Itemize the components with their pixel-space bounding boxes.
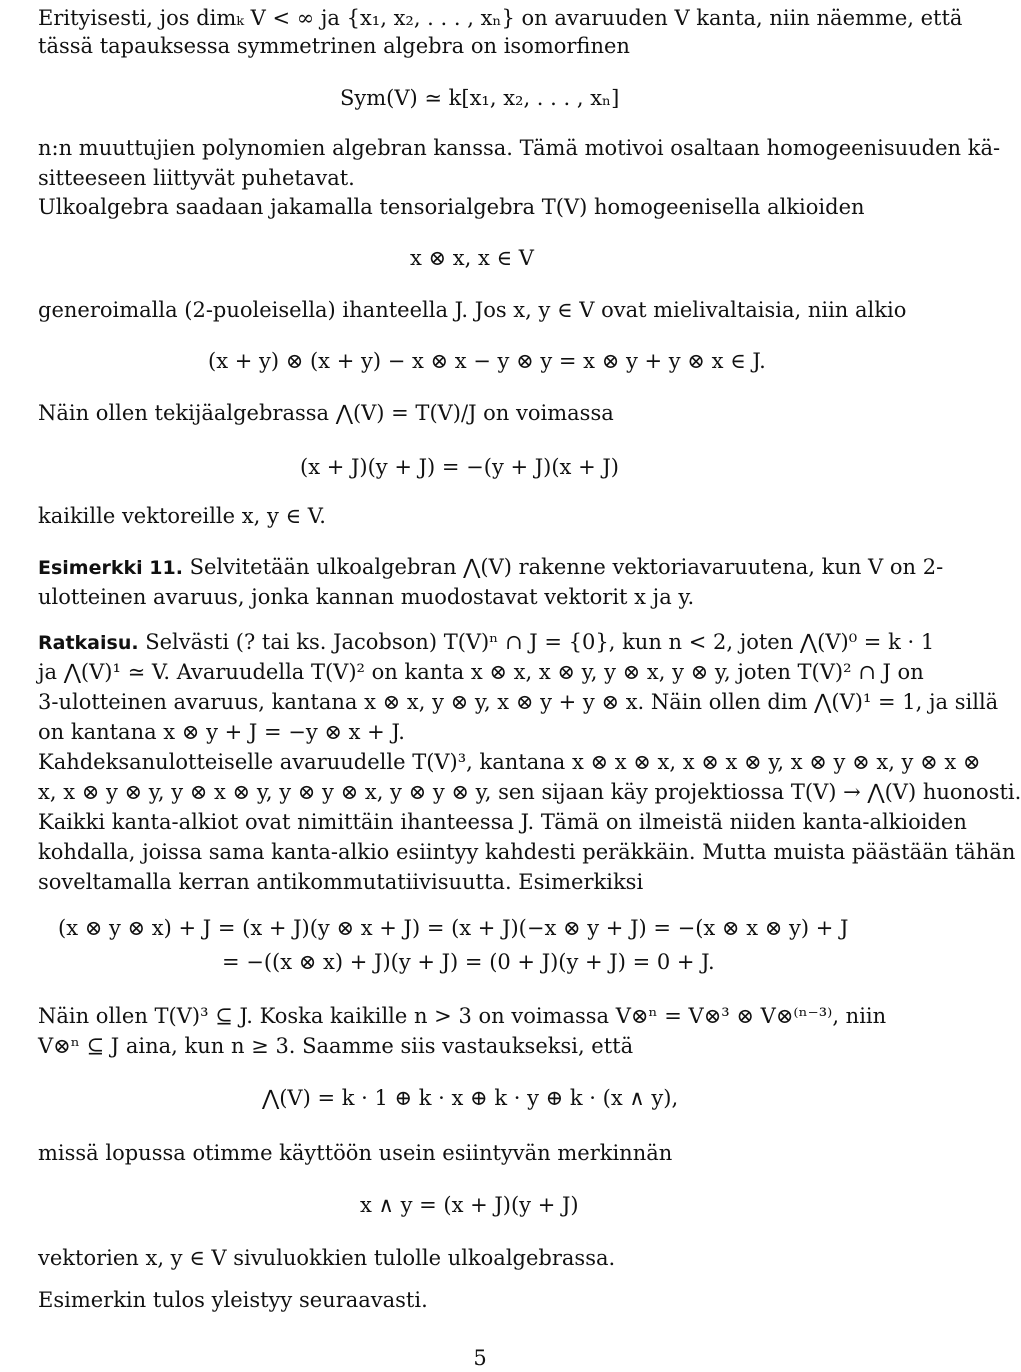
- paragraph-line: Näin ollen T(V)³ ⊆ J. Koska kaikille n > 3 on voimassa V⊗ⁿ = V⊗³ ⊗ V⊗⁽ⁿ⁻³⁾, niin: [38, 1004, 887, 1028]
- page-number: 5: [473, 1346, 487, 1370]
- equation-ideal-element: (x + y) ⊗ (x + y) − x ⊗ x − y ⊗ y = x ⊗ y + y ⊗ x ∈ J.: [208, 349, 766, 373]
- paragraph-line: sitteeseen liittyvät puhetavat.: [38, 166, 355, 190]
- paragraph-line: 3-ulotteinen avaruus, kantana x ⊗ x, y ⊗ y, x ⊗ y + y ⊗ x. Näin ollen dim ⋀(V)¹ = 1, ja sillä: [38, 690, 999, 714]
- equation-generator: x ⊗ x, x ∈ V: [410, 246, 534, 270]
- equation-wedge-definition: x ∧ y = (x + J)(y + J): [360, 1193, 579, 1217]
- paragraph-line: Esimerkin tulos yleistyy seuraavasti.: [38, 1288, 428, 1312]
- equation-example-1: (x ⊗ y ⊗ x) + J = (x + J)(y ⊗ x + J) = (x + J)(−x ⊗ y + J) = −(x ⊗ x ⊗ y) + J: [58, 916, 849, 940]
- example-text: Selvitetään ulkoalgebran ⋀(V) rakenne vektoriavaruutena, kun V on 2-: [182, 555, 944, 579]
- paragraph-line: x, x ⊗ y ⊗ y, y ⊗ x ⊗ y, y ⊗ y ⊗ x, y ⊗ y ⊗ y, sen sijaan käy projektiossa T(V) → ⋀(V) huonosti.: [38, 780, 1021, 804]
- paragraph-line: Näin ollen tekijäalgebrassa ⋀(V) = T(V)/J on voimassa: [38, 401, 614, 425]
- paragraph-line: n:n muuttujien polynomien algebran kanssa. Tämä motivoi osaltaan homogeenisuuden kä-: [38, 136, 1001, 160]
- paragraph-line: generoimalla (2-puoleisella) ihanteella J. Jos x, y ∈ V ovat mielivaltaisia, niin alkio: [38, 298, 907, 322]
- paragraph-line: kaikille vektoreille x, y ∈ V.: [38, 504, 326, 528]
- paragraph-line: Ulkoalgebra saadaan jakamalla tensorialgebra T(V) homogeenisella alkioiden: [38, 195, 865, 219]
- paragraph-line: kohdalla, joissa sama kanta-alkio esiintyy kahdesti peräkkäin. Mutta muista päästään tähän: [38, 840, 1016, 864]
- paragraph-line: Kaikki kanta-alkiot ovat nimittäin ihanteessa J. Tämä on ilmeistä niiden kanta-alkioiden: [38, 810, 967, 834]
- equation-sym: Sym(V) ≃ k[x₁, x₂, . . . , xₙ]: [340, 86, 620, 110]
- solution-text: Selvästi (? tai ks. Jacobson) T(V)ⁿ ∩ J = {0}, kun n < 2, joten ⋀(V)⁰ = k · 1: [138, 630, 935, 654]
- equation-anticommutative: (x + J)(y + J) = −(y + J)(x + J): [300, 455, 619, 479]
- example-line: [38, 553, 944, 582]
- paragraph-line: Erityisesti, jos dimₖ V < ∞ ja {x₁, x₂, . . . , xₙ} on avaruuden V kanta, niin näemme, että: [38, 6, 963, 30]
- example-label: Esimerkki 11.: [38, 557, 183, 579]
- paragraph-line: ja ⋀(V)¹ ≃ V. Avaruudella T(V)² on kanta x ⊗ x, x ⊗ y, y ⊗ x, y ⊗ y, joten T(V)² ∩ J on: [38, 660, 924, 684]
- paragraph-line: on kantana x ⊗ y + J = −y ⊗ x + J.: [38, 720, 405, 744]
- paragraph-line: missä lopussa otimme käyttöön usein esiintyvän merkinnän: [38, 1141, 673, 1165]
- paragraph-line: soveltamalla kerran antikommutatiivisuutta. Esimerkiksi: [38, 870, 644, 894]
- paragraph-line: tässä tapauksessa symmetrinen algebra on isomorfinen: [38, 34, 630, 58]
- solution-line: [38, 628, 935, 657]
- paragraph-line: V⊗ⁿ ⊆ J aina, kun n ≥ 3. Saamme siis vastaukseksi, että: [38, 1034, 634, 1058]
- solution-label: Ratkaisu.: [38, 632, 139, 654]
- equation-result: ⋀(V) = k · 1 ⊕ k · x ⊕ k · y ⊕ k · (x ∧ y),: [262, 1086, 679, 1110]
- paragraph-line: ulotteinen avaruus, jonka kannan muodostavat vektorit x ja y.: [38, 585, 695, 609]
- paragraph-line: Kahdeksanulotteiselle avaruudelle T(V)³, kantana x ⊗ x ⊗ x, x ⊗ x ⊗ y, x ⊗ y ⊗ x, y ⊗ x ⊗: [38, 750, 981, 774]
- equation-example-2: = −((x ⊗ x) + J)(y + J) = (0 + J)(y + J) = 0 + J.: [222, 950, 715, 974]
- paragraph-line: vektorien x, y ∈ V sivuluokkien tulolle ulkoalgebrassa.: [38, 1246, 616, 1270]
